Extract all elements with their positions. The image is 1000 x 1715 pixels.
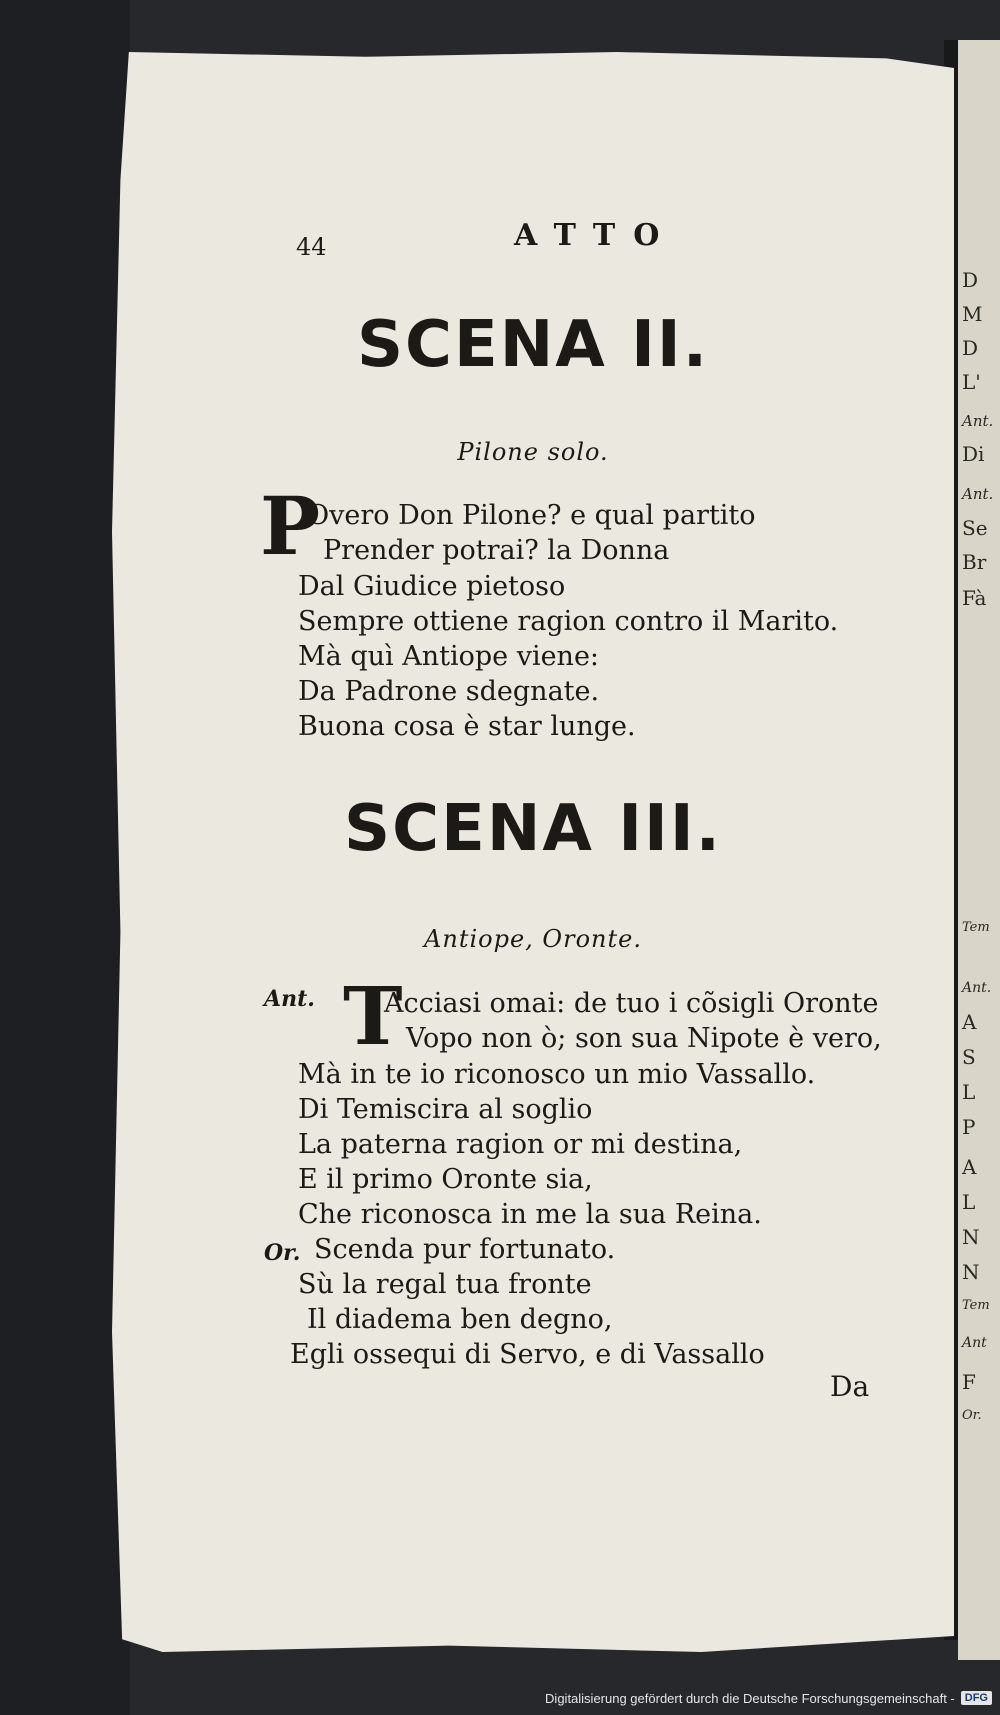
page-number: 44 [296,233,327,261]
verse-line: La paterna ragion or mi destina, [298,1129,743,1160]
verse-line: Buona cosa è star lunge. [298,711,636,742]
facing-fragment: Ant. [962,980,992,996]
running-head: ATTO [514,218,678,253]
verse-line: Egli ossequi di Servo, e di Vassallo [290,1339,765,1370]
scanner-backdrop [0,0,130,1715]
speaker-label-oronte: Or. [264,1240,301,1266]
facing-fragment: Ant. [962,412,994,430]
facing-fragment: Ant. [962,485,994,503]
verse-line: Overo Don Pilone? e qual partito [307,500,756,531]
scene-2-characters: Pilone solo. [457,438,609,466]
verse-line: Che riconosca in me la sua Reina. [298,1199,762,1230]
facing-fragment: Ant [962,1335,987,1351]
facing-fragment: A [962,1155,977,1179]
verse-line: Vopo non ò; son sua Nipote è vero, [406,1023,882,1054]
verse-line: Il diadema ben degno, [307,1304,613,1335]
facing-fragment: A [962,1010,977,1034]
scene-3-drop-cap: T [343,969,403,1063]
facing-page [958,40,1000,1660]
verse-line: Mà in te io riconosco un mio Vassallo. [298,1059,816,1090]
verse-line: Dal Giudice pietoso [298,571,566,602]
facing-fragment: D [962,336,979,360]
digitization-credit [545,1687,992,1709]
verse-line: Da Padrone sdegnate. [298,676,600,707]
verse-line: Scenda pur fortunato. [314,1234,616,1265]
facing-fragment: Tem [962,920,990,935]
facing-fragment: L [962,1190,976,1214]
facing-fragment: N [962,1225,980,1249]
facing-fragment: Di [962,442,985,466]
facing-fragment: Br [962,550,987,574]
verse-line: Sempre ottiene ragion contro il Marito. [298,606,839,637]
verse-line: E il primo Oronte sia, [298,1164,593,1195]
facing-fragment: P [962,1115,976,1139]
facing-fragment: Or. [962,1408,982,1423]
verse-line: Prender potrai? la Donna [323,535,670,566]
facing-fragment: Se [962,516,988,540]
credit-text: Digitalisierung gefördert durch die Deutsche Forschungsgemeinschaft - [545,1690,955,1706]
scene-2-drop-cap: P [260,479,321,573]
facing-fragment: Fà [962,586,987,610]
facing-fragment: S [962,1045,976,1069]
facing-fragment: N [962,1260,980,1284]
catchword: Da [830,1370,870,1403]
verse-line: Sù la regal tua fronte [298,1269,592,1300]
speaker-label-antiope: Ant. [264,986,315,1012]
verse-line: Di Temiscira al soglio [298,1094,593,1125]
facing-fragment: Tem [962,1298,990,1313]
facing-fragment: M [962,302,983,326]
facing-fragment: D [962,268,979,292]
facing-fragment: L [962,1080,976,1104]
verse-line: Mà quì Antiope viene: [298,641,600,672]
scene-2-title: SCENA II. [356,308,710,382]
facing-fragment: L' [962,370,981,394]
verse-line: Acciasi omai: de tuo i cõsigli Oronte [384,988,879,1019]
dfg-logo: DFG [961,1691,992,1705]
scene-3-characters: Antiope, Oronte. [424,925,642,953]
scene-3-title: SCENA III. [344,792,722,866]
facing-fragment: F [962,1370,976,1394]
